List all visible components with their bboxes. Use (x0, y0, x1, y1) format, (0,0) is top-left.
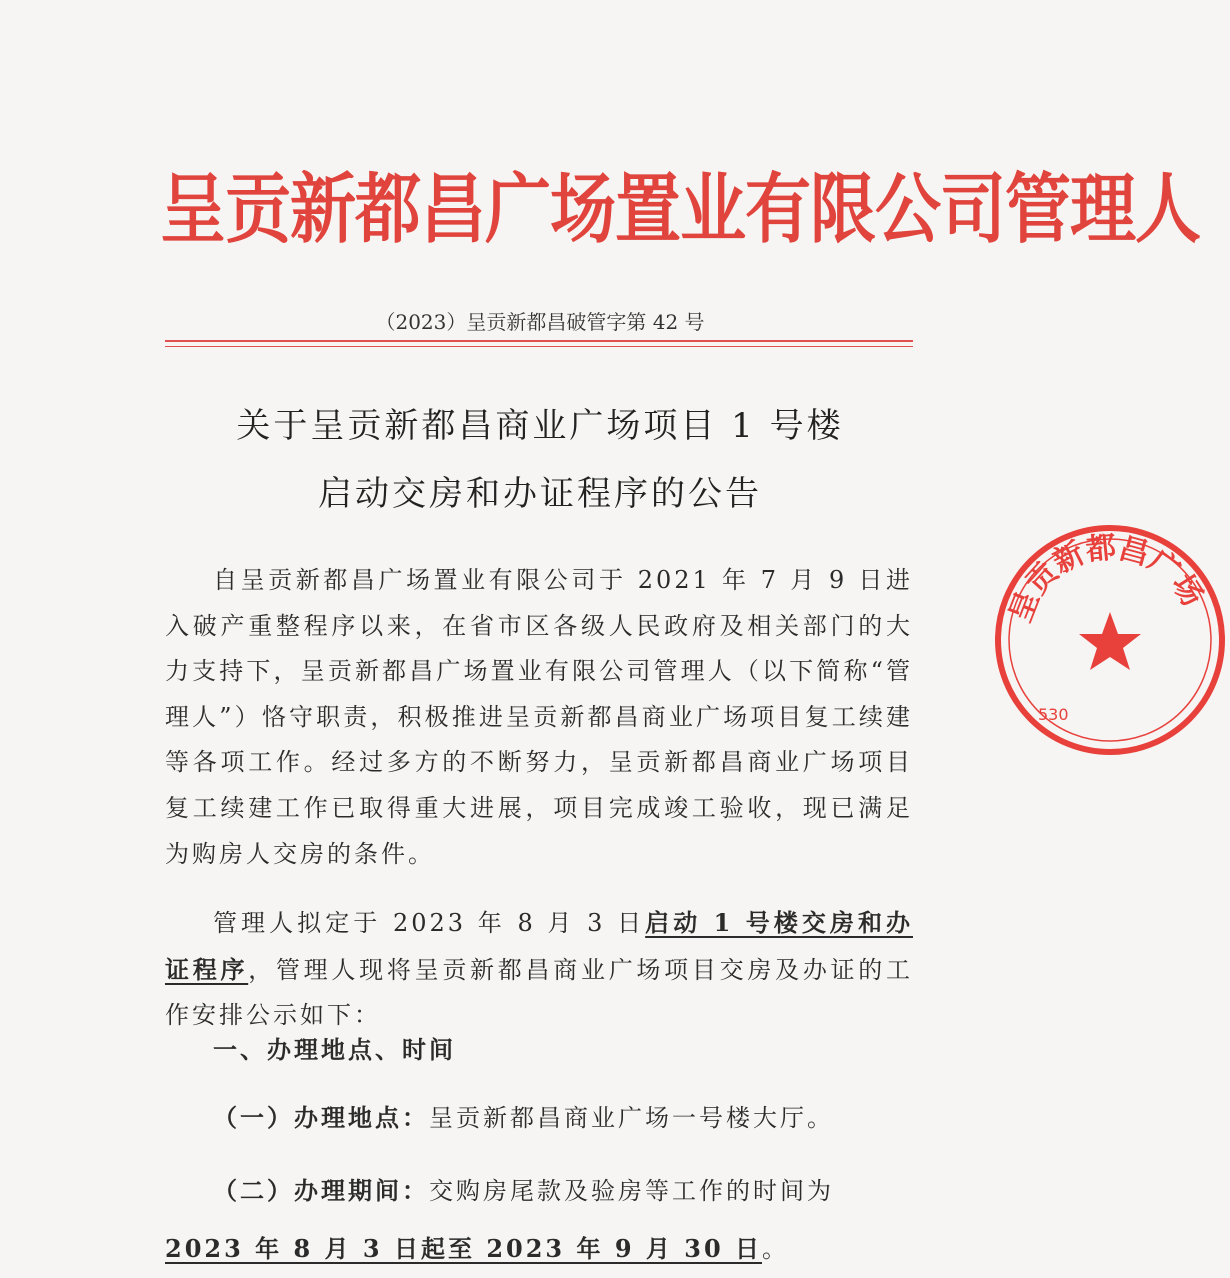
seal-code: 530 (1038, 705, 1069, 724)
paragraph-schedule (165, 900, 913, 1039)
item-period-dates: 2023 年 8 月 3 日起至 2023 年 9 月 30 日 (165, 1234, 762, 1263)
item-period (165, 1162, 913, 1278)
red-rule-thin (165, 346, 913, 347)
item-location-label: （一）办理地点： (213, 1103, 429, 1132)
paragraph-schedule-after: ，管理人现将呈贡新都昌商业广场项目交房及办证的工作安排公示如下： (165, 955, 914, 1030)
item-location-text: 呈贡新都昌商业广场一号楼大厅。 (429, 1104, 834, 1132)
paragraph-schedule-before: 管理人拟定于 2023 年 8 月 3 日 (213, 909, 646, 937)
seal-star-icon (1079, 612, 1141, 670)
red-rule-thick (165, 340, 913, 342)
document-number: （2023）呈贡新都昌破管字第 42 号 (375, 310, 705, 334)
notice-title-line1: 关于呈贡新都昌商业广场项目 1 号楼 (236, 406, 844, 446)
item-period-end: 。 (762, 1235, 789, 1263)
paragraph-intro: 自呈贡新都昌广场置业有限公司于 2021 年 7 月 9 日进入破产重整程序以来，在省市区各级人民政府及相关部门的大力支持下，呈贡新都昌广场置业有限公司管理人（以下简称“管理人”）恪守职责，积极推进呈贡新都昌商业广场项目复工续建等各项工作。经过多方的不断努力，呈贡新都昌商业广场项目复工续建工作已取得重大进展，项目完成竣工验收，现已满足为购房人交房的条件。 (165, 566, 913, 868)
notice-title-line2: 启动交房和办证程序的公告 (318, 474, 762, 514)
item-period-label: （二）办理期间： (213, 1176, 429, 1205)
section-heading-location-time: 一、办理地点、时间 (213, 1035, 456, 1064)
underlined-start-procedure: 启动 1 号楼交房和办证程序 (165, 908, 913, 984)
letterhead-title: 呈贡新都昌广场置业有限公司管理人 (160, 165, 1200, 254)
item-period-text: 交购房尾款及验房等工作的时间为 (429, 1177, 834, 1205)
seal-text: 呈贡新都昌广场 (1002, 530, 1210, 628)
item-location (165, 1092, 913, 1144)
official-seal-stamp (990, 520, 1230, 760)
